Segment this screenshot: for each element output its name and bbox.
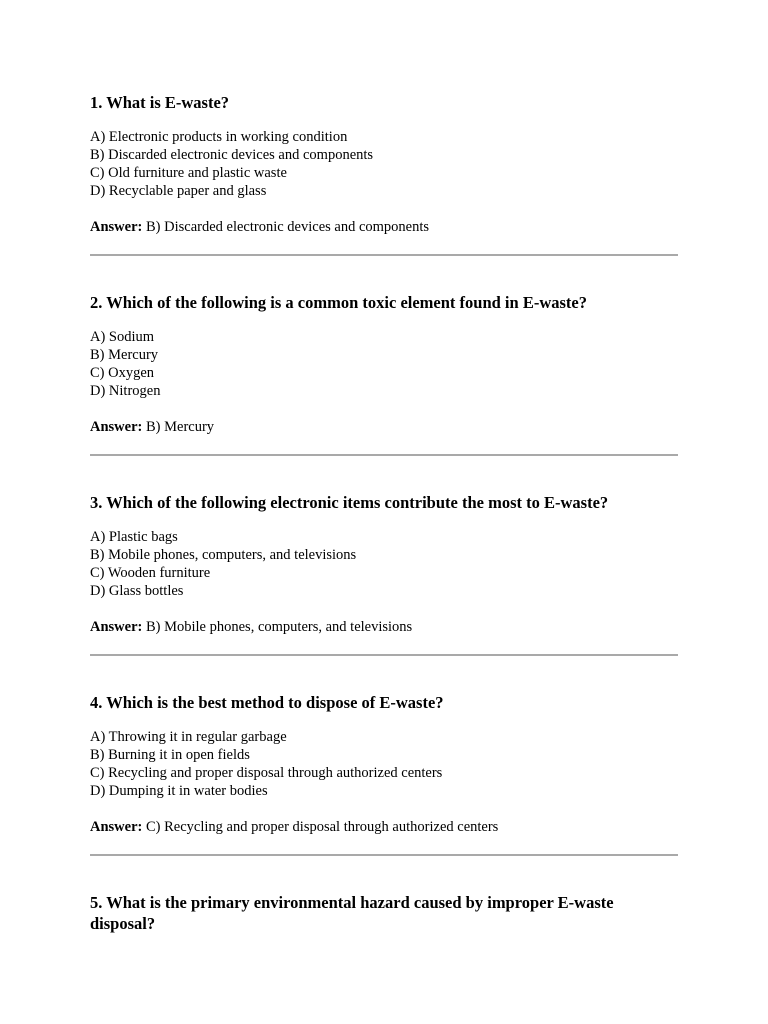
divider [90,454,678,456]
option-list [90,328,678,400]
question-title: 2. Which of the following is a common toxic element found in E-waste? [90,293,587,312]
answer-line [90,818,678,836]
option-b: B) Mercury [90,347,159,363]
option-b: B) Discarded electronic devices and components [90,147,374,163]
option-list [90,528,678,600]
question-title: 3. Which of the following electronic items contribute the most to E-waste? [90,493,609,512]
answer-text: B) Mercury [145,419,215,435]
option-list [90,128,678,200]
option-d: D) Nitrogen [90,383,161,399]
answer-line [90,218,678,236]
answer-text: B) Mobile phones, computers, and televisions [145,619,413,635]
option-a: A) Throwing it in regular garbage [90,729,287,745]
question-title: 4. Which is the best method to dispose of E-waste? [90,693,444,712]
option-a: A) Sodium [90,329,155,345]
question-title: 5. What is the primary environmental hazard caused by improper E-waste disposal? [90,893,614,933]
question-3 [90,492,678,636]
question-1 [90,92,678,236]
answer-label: Answer: [90,219,143,235]
option-d: D) Dumping it in water bodies [90,783,268,799]
question-title: 1. What is E-waste? [90,93,230,112]
option-c: C) Wooden furniture [90,565,211,581]
answer-label: Answer: [90,819,143,835]
option-a: A) Electronic products in working condition [90,129,348,145]
option-a: A) Plastic bags [90,529,178,545]
answer-line [90,618,678,636]
question-5 [90,892,678,934]
answer-line [90,418,678,436]
divider [90,254,678,256]
option-list [90,728,678,800]
answer-label: Answer: [90,619,143,635]
option-b: B) Burning it in open fields [90,747,250,763]
answer-label: Answer: [90,419,143,435]
option-c: C) Old furniture and plastic waste [90,165,287,181]
option-b: B) Mobile phones, computers, and televisions [90,547,357,563]
option-c: C) Recycling and proper disposal through authorized centers [90,765,443,781]
question-2 [90,292,678,436]
divider [90,654,678,656]
document-page [90,92,678,949]
option-c: C) Oxygen [90,365,155,381]
answer-text: B) Discarded electronic devices and components [145,219,430,235]
answer-text: C) Recycling and proper disposal through authorized centers [145,819,499,835]
question-4 [90,692,678,836]
option-d: D) Glass bottles [90,583,184,599]
divider [90,854,678,856]
option-d: D) Recyclable paper and glass [90,183,267,199]
